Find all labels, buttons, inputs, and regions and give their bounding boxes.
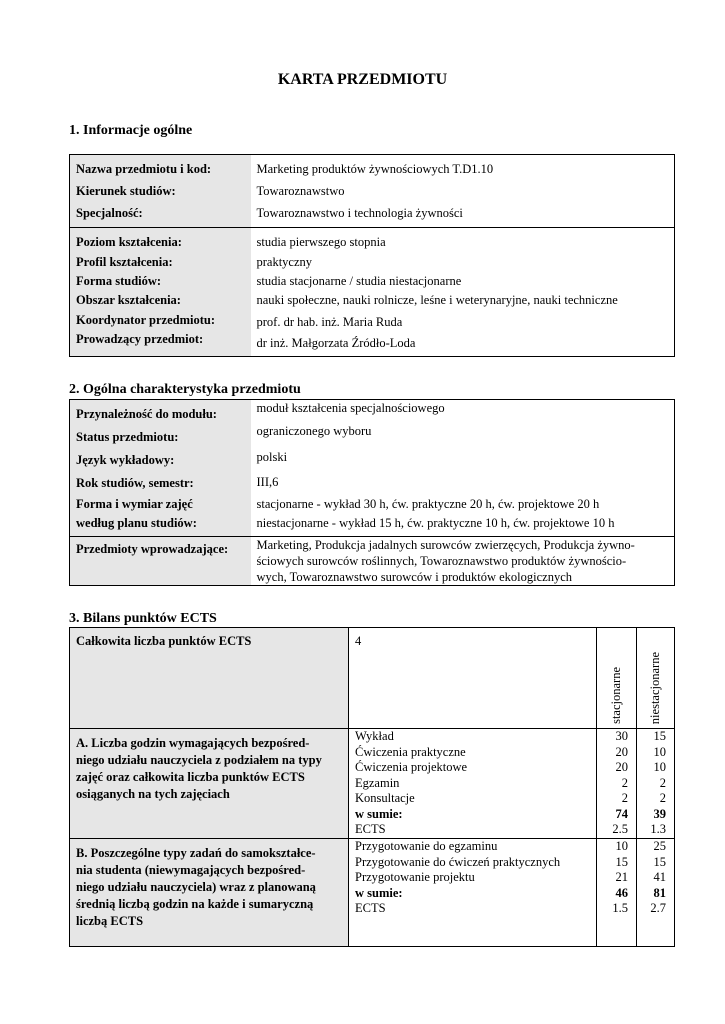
col-stationary-header xyxy=(597,628,637,729)
general-info-table xyxy=(69,154,675,357)
module-value: moduł kształcenia specjalnościowego xyxy=(256,401,445,415)
ects-a-item: Ćwiczenia projektowe xyxy=(355,760,468,774)
section-3-heading: 3. Bilans punktów ECTS xyxy=(69,611,217,626)
ects-total-row xyxy=(70,628,675,729)
ects-b-stationary-total: 46 xyxy=(615,885,628,900)
field-of-study-value: Towaroznawstwo xyxy=(256,184,345,198)
ects-a-nonstationary-value: 15 xyxy=(653,729,666,743)
study-form-label: Forma studiów: xyxy=(76,274,162,288)
intro-courses-line-2: ściowych surowców roślinnych, Towaroznawstwo produktów żywnościo- xyxy=(256,554,627,568)
ects-a-item-total: w sumie: xyxy=(355,806,403,821)
ects-a-stationary-ects: 2.5 xyxy=(612,822,628,836)
col-nonstationary-header xyxy=(637,628,675,729)
ects-a-nonstationary-value: 2 xyxy=(659,775,666,790)
form-scope-label-1: Forma i wymiar zajęć xyxy=(76,497,193,511)
ects-a-nonstationary-ects: 1.3 xyxy=(650,822,666,836)
module-label: Przynależność do modułu: xyxy=(76,407,217,421)
ects-total-value: 4 xyxy=(355,634,362,648)
section-1-heading: 1. Informacje ogólne xyxy=(69,123,193,138)
ects-a-label-line-1: A. Liczba godzin wymagających bezpośred- xyxy=(76,736,310,750)
ects-a-item: Egzamin xyxy=(355,775,400,790)
ects-table xyxy=(69,627,675,947)
ects-b-label-cell xyxy=(70,839,349,947)
section-2-heading: 2. Ogólna charakterystyka przedmiotu xyxy=(69,382,301,397)
ects-b-label-line-2: nia studenta (niewymagających bezpośred- xyxy=(76,863,306,877)
ects-b-items-cell xyxy=(349,839,597,947)
ects-a-stationary-cell xyxy=(597,729,637,839)
lecturer-value: dr inż. Małgorzata Źródło-Loda xyxy=(256,336,416,350)
ects-b-nonstationary-total: 81 xyxy=(653,885,666,900)
ects-a-stationary-value: 20 xyxy=(615,744,628,759)
info-labels-1 xyxy=(70,155,251,228)
ects-a-nonstationary-total: 39 xyxy=(653,806,666,821)
coordinator-value: prof. dr hab. inż. Maria Ruda xyxy=(256,315,403,329)
ects-b-label-line-1: B. Poszczególne typy zadań do samokształce- xyxy=(76,846,316,860)
profile-label: Profil kształcenia: xyxy=(76,255,173,269)
intro-courses-value-cell xyxy=(251,537,675,586)
ects-a-nonstationary-value: 10 xyxy=(653,760,666,774)
ects-a-stationary-value: 2 xyxy=(621,775,628,790)
specialty-value: Towaroznawstwo i technologia żywności xyxy=(256,206,463,220)
info-values-2 xyxy=(251,228,675,357)
status-value: ograniczonego wyboru xyxy=(256,424,372,438)
ects-a-nonstationary-value: 10 xyxy=(653,744,666,759)
ects-a-item: Konsultacje xyxy=(355,791,415,805)
course-name-label: Nazwa przedmiotu i kod: xyxy=(76,162,212,176)
ects-a-label-line-2: niego udziału nauczyciela z podziałem na typy xyxy=(76,753,322,767)
form-scope-value-1: stacjonarne - wykład 30 h, ćw. praktyczne 20 h, ćw. projektowe 20 h xyxy=(256,497,600,511)
form-scope-value-2: niestacjonarne - wykład 15 h, ćw. praktyczne 10 h, ćw. projektowe 10 h xyxy=(256,516,615,530)
ects-a-stationary-value: 20 xyxy=(615,760,628,774)
ects-a-label-cell xyxy=(70,729,349,839)
info-values-1 xyxy=(251,155,675,228)
ects-total-value-cell xyxy=(349,628,597,729)
ects-b-nonstationary-cell xyxy=(637,839,675,947)
intro-courses-row xyxy=(70,537,675,586)
intro-courses-line-3: wych, Towaroznawstwo surowców i produktów ekologicznych xyxy=(256,570,572,584)
language-label: Język wykładowy: xyxy=(76,453,175,467)
info-labels-2 xyxy=(70,228,251,357)
ects-a-stationary-total: 74 xyxy=(615,806,628,821)
ects-a-label-line-4: osiąganych na tych zajęciach xyxy=(76,787,230,801)
document-title: KARTA PRZEDMIOTU xyxy=(277,71,448,88)
ects-b-nonstationary-ects: 2.7 xyxy=(650,901,666,915)
ects-b-stationary-ects: 1.5 xyxy=(612,901,628,915)
area-label: Obszar kształcenia: xyxy=(76,293,181,307)
ects-b-stationary-cell xyxy=(597,839,637,947)
language-value: polski xyxy=(256,450,288,464)
ects-a-nonstationary-cell xyxy=(637,729,675,839)
characteristics-labels xyxy=(70,400,251,537)
ects-b-stationary-value: 21 xyxy=(615,870,628,884)
ects-a-label-line-3: zajęć oraz całkowita liczba punktów ECTS xyxy=(76,770,305,784)
ects-a-row xyxy=(70,729,675,839)
ects-a-item-ects: ECTS xyxy=(355,822,386,836)
ects-b-label-line-5: liczbą ECTS xyxy=(76,914,144,928)
level-label: Poziom kształcenia: xyxy=(76,235,182,249)
ects-b-nonstationary-value: 41 xyxy=(653,870,666,884)
ects-a-item: Ćwiczenia praktyczne xyxy=(355,744,466,759)
area-value: nauki społeczne, nauki rolnicze, leśne i weterynaryjne, nauki techniczne xyxy=(256,293,618,307)
ects-b-item: Przygotowanie do ćwiczeń praktycznych xyxy=(355,854,561,869)
coordinator-label: Koordynator przedmiotu: xyxy=(76,313,215,327)
ects-b-row xyxy=(70,839,675,947)
ects-b-stationary-value: 10 xyxy=(615,839,628,853)
year-semester-label: Rok studiów, semestr: xyxy=(76,476,194,490)
ects-total-label-cell xyxy=(70,628,349,729)
col-stationary-label: stacjonarne xyxy=(609,667,623,724)
col-nonstationary-label: niestacjonarne xyxy=(648,651,662,724)
form-scope-label-2: według planu studiów: xyxy=(76,516,197,530)
ects-b-item: Przygotowanie projektu xyxy=(355,870,475,884)
field-of-study-label: Kierunek studiów: xyxy=(76,184,176,198)
intro-courses-line-1: Marketing, Produkcja jadalnych surowców zwierzęcych, Produkcja żywno- xyxy=(256,538,635,552)
ects-a-items-cell xyxy=(349,729,597,839)
ects-b-label-line-3: niego udziału nauczyciela) wraz z planowaną xyxy=(76,880,316,894)
course-name-value: Marketing produktów żywnościowych T.D1.10 xyxy=(256,162,494,176)
ects-a-stationary-value: 30 xyxy=(615,729,628,743)
characteristics-values xyxy=(251,400,675,537)
specialty-label: Specjalność: xyxy=(76,206,143,220)
info-group-2 xyxy=(70,228,675,357)
intro-courses-label: Przedmioty wprowadzające: xyxy=(76,542,229,556)
study-form-value: studia stacjonarne / studia niestacjonarne xyxy=(256,274,462,288)
ects-a-nonstationary-value: 2 xyxy=(659,791,666,805)
course-characteristics-table xyxy=(69,399,675,586)
ects-b-item-total: w sumie: xyxy=(355,885,403,900)
ects-b-label-line-4: średnią liczbą godzin na każde i sumaryczną xyxy=(76,897,314,911)
info-group-1 xyxy=(70,155,675,228)
ects-b-nonstationary-value: 25 xyxy=(653,839,666,853)
profile-value: praktyczny xyxy=(256,255,313,269)
ects-a-stationary-value: 2 xyxy=(621,791,628,805)
ects-b-item-ects: ECTS xyxy=(355,901,386,915)
ects-a-item: Wykład xyxy=(355,729,394,743)
ects-total-label: Całkowita liczba punktów ECTS xyxy=(76,634,252,648)
ects-b-item: Przygotowanie do egzaminu xyxy=(355,839,498,853)
year-semester-value: III,6 xyxy=(256,475,279,489)
ects-b-nonstationary-value: 15 xyxy=(653,854,666,869)
level-value: studia pierwszego stopnia xyxy=(256,235,386,249)
ects-b-stationary-value: 15 xyxy=(615,854,628,869)
status-label: Status przedmiotu: xyxy=(76,430,179,444)
intro-courses-label-cell xyxy=(70,537,251,586)
lecturer-label: Prowadzący przedmiot: xyxy=(76,332,204,346)
characteristics-group xyxy=(70,400,675,537)
